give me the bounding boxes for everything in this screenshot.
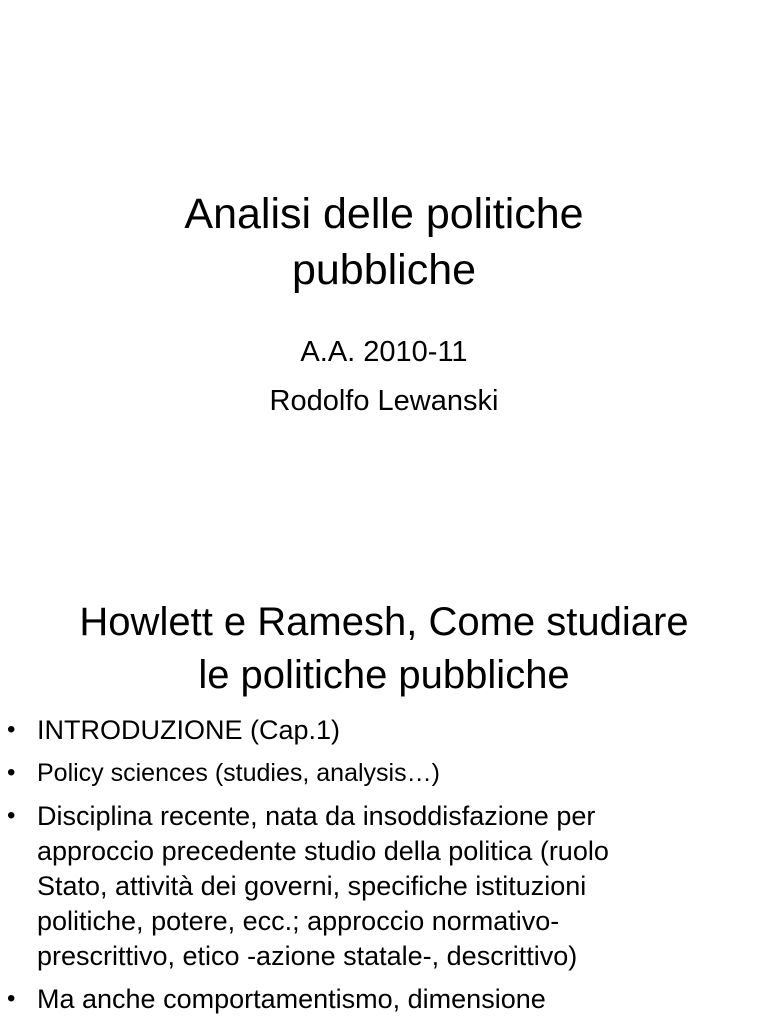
content-slide [0, 576, 768, 1024]
author-name: Rodolfo Lewanski [269, 385, 499, 417]
bullet-dot: • [7, 985, 16, 1012]
slide-title-line-2: pubbliche [291, 246, 477, 294]
bullet-dot: • [7, 716, 16, 743]
academic-year: A.A. 2010-11 [300, 336, 468, 368]
bullet-dot: • [7, 759, 16, 786]
slide-title-line-1: Analisi delle politiche [184, 190, 584, 238]
bullet-item-policy-sciences [0, 755, 768, 791]
bullet-text: INTRODUZIONE (Cap.1) [37, 715, 341, 745]
bullet-text: Ma anche comportamentismo, dimensione [37, 984, 546, 1014]
bullet-text-line: Disciplina recente, nata da insoddisfazione per [37, 801, 596, 831]
bullet-text-line: Stato, attività dei governi, specifiche istituzioni [37, 871, 587, 901]
bullet-item-disciplina [0, 798, 768, 974]
bullet-list [0, 712, 768, 1024]
bullet-item-comportamentismo [0, 981, 768, 1017]
bullet-text-line: prescrittivo, etico -azione statale-, descrittivo) [37, 941, 578, 971]
bullet-item-introduzione [0, 712, 768, 748]
slide-heading-line-2: le politiche pubbliche [198, 653, 570, 697]
bullet-dot: • [7, 802, 16, 829]
bullet-text: Policy sciences (studies, analysis…) [37, 759, 440, 787]
bullet-text-line: approccio precedente studio della politica (ruolo [37, 836, 609, 866]
slide-heading-line-1: Howlett e Ramesh, Come studiare [79, 600, 689, 644]
bullet-text-line: politiche, potere, ecc.; approccio normativo- [37, 906, 560, 936]
